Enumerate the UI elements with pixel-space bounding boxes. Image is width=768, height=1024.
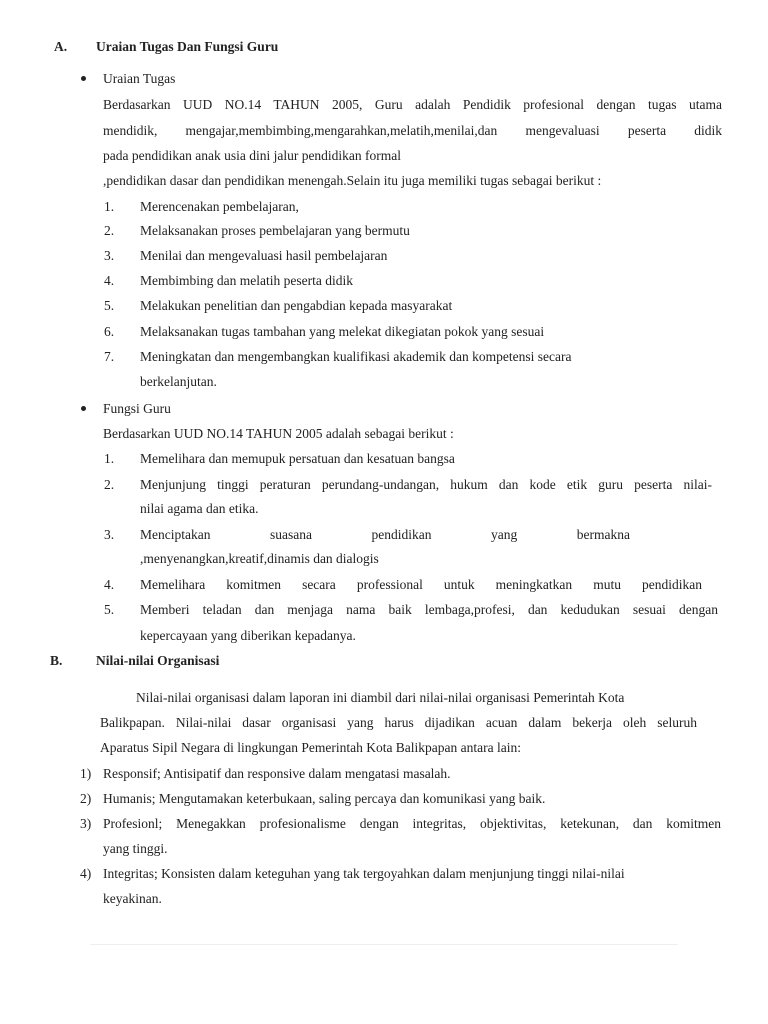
uraian-intro-line-4: ,pendidikan dasar dan pendidikan menengah.Selain itu juga memiliki tugas sebagai berikut : — [103, 173, 602, 188]
values-item-text: Integritas; Konsisten dalam keteguhan yang tak tergoyahkan dalam menjunjung tinggi nilai-nilai — [103, 866, 625, 881]
fungsi-item-text: Menciptakan suasana pendidikan yang bermakna — [140, 527, 630, 542]
uraian-item-num: 5. — [104, 298, 115, 313]
fungsi-item-text-cont: nilai agama dan etika. — [140, 501, 259, 516]
values-item-num: 3) — [80, 816, 92, 831]
bullet-fungsi — [81, 406, 86, 411]
section-b-para-line-3: Aparatus Sipil Negara di lingkungan Pemerintah Kota Balikpapan antara lain: — [100, 740, 522, 755]
fungsi-item-num: 5. — [104, 602, 115, 617]
uraian-item-num: 4. — [104, 273, 115, 288]
values-item-text: Humanis; Mengutamakan keterbukaan, saling percaya dan komunikasi yang baik. — [103, 791, 546, 806]
uraian-item-text: Melaksanakan tugas tambahan yang melekat dikegiatan pokok yang sesuai — [140, 324, 545, 339]
fungsi-item-text: Memelihara dan memupuk persatuan dan kesatuan bangsa — [140, 451, 455, 466]
uraian-heading: Uraian Tugas — [103, 71, 176, 86]
values-item-num: 1) — [80, 766, 92, 781]
uraian-item-num: 3. — [104, 248, 115, 263]
uraian-item-text: Membimbing dan melatih peserta didik — [140, 273, 353, 288]
uraian-item-text-cont: berkelanjutan. — [140, 374, 217, 389]
uraian-item-num: 2. — [104, 223, 115, 238]
uraian-item-text: Merencenakan pembelajaran, — [140, 199, 299, 214]
section-b-marker: B. — [50, 653, 63, 668]
fungsi-item-num: 1. — [104, 451, 115, 466]
values-item-num: 2) — [80, 791, 92, 806]
uraian-item-num: 1. — [104, 199, 115, 214]
values-item-text: Responsif; Antisipatif dan responsive dalam mengatasi masalah. — [103, 766, 451, 781]
fungsi-item-text-cont: ,menyenangkan,kreatif,dinamis dan dialogis — [140, 551, 379, 566]
section-b-title: Nilai-nilai Organisasi — [96, 653, 220, 668]
fungsi-intro-line-1: Berdasarkan UUD NO.14 TAHUN 2005 adalah sebagai berikut : — [103, 426, 454, 441]
section-b-para-line-1: Nilai-nilai organisasi dalam laporan ini diambil dari nilai-nilai organisasi Pemerintah Kota — [136, 690, 625, 705]
uraian-item-text: Meningkatan dan mengembangkan kualifikasi akademik dan kompetensi secara — [140, 349, 572, 364]
uraian-item-num: 6. — [104, 324, 115, 339]
values-item-text: Profesionl; Menegakkan profesionalisme dengan integritas, objektivitas, ketekunan, dan komitmen — [103, 816, 721, 831]
uraian-item-text: Melakukan penelitian dan pengabdian kepada masyarakat — [140, 298, 453, 313]
values-item-text-cont: yang tinggi. — [103, 841, 168, 856]
fungsi-item-num: 2. — [104, 477, 115, 492]
uraian-item-text: Melaksanakan proses pembelajaran yang bermutu — [140, 223, 410, 238]
fungsi-item-text: Memberi teladan dan menjaga nama baik lembaga,profesi, dan kedudukan sesuai dengan — [140, 602, 718, 617]
values-item-text-cont: keyakinan. — [103, 891, 162, 906]
fungsi-item-text: Memelihara komitmen secara professional untuk meningkatkan mutu pendidikan — [140, 577, 702, 592]
fungsi-item-text-cont: kepercayaan yang diberikan kepadanya. — [140, 628, 356, 643]
fungsi-item-num: 3. — [104, 527, 115, 542]
uraian-intro-line-1: Berdasarkan UUD NO.14 TAHUN 2005, Guru adalah Pendidik profesional dengan tugas utama — [103, 97, 722, 112]
fungsi-heading: Fungsi Guru — [103, 401, 171, 416]
section-a-marker: A. — [54, 39, 68, 54]
bullet-uraian — [81, 76, 86, 81]
uraian-item-text: Menilai dan mengevaluasi hasil pembelajaran — [140, 248, 388, 263]
uraian-intro-line-2: mendidik, mengajar,membimbing,mengarahkan,melatih,menilai,dan mengevaluasi peserta didik — [103, 123, 722, 138]
fungsi-item-text: Menjunjung tinggi peraturan perundang-undangan, hukum dan kode etik guru peserta nilai- — [140, 477, 712, 492]
values-item-num: 4) — [80, 866, 92, 881]
section-a-title: Uraian Tugas Dan Fungsi Guru — [96, 39, 279, 54]
uraian-item-num: 7. — [104, 349, 115, 364]
fungsi-item-num: 4. — [104, 577, 115, 592]
uraian-intro-line-3: pada pendidikan anak usia dini jalur pendidikan formal — [103, 148, 402, 163]
page-bottom-divider — [90, 944, 678, 945]
section-b-para-line-2: Balikpapan. Nilai-nilai dasar organisasi yang harus dijadikan acuan dalam bekerja oleh seluruh — [100, 715, 697, 730]
